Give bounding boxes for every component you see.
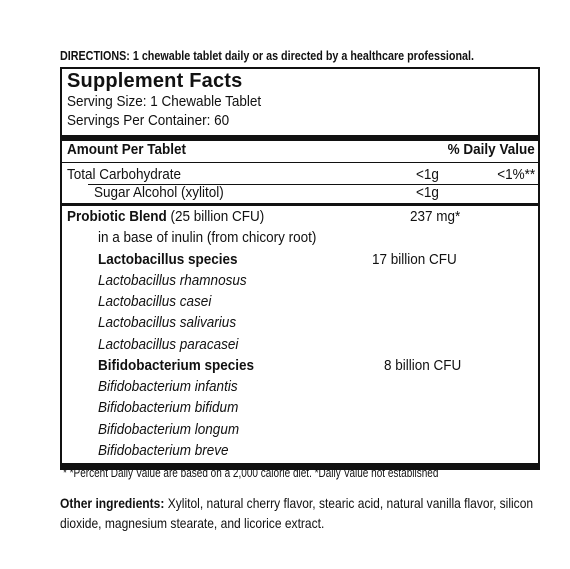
bifidobacterium-header: Bifidobacterium species bbox=[98, 357, 255, 374]
sugar-alcohol-amount: <1g bbox=[416, 184, 439, 201]
panel-title: Supplement Facts bbox=[67, 70, 243, 92]
inulin-base-text: in a base of inulin (from chicory root) bbox=[98, 229, 317, 246]
servings-per-container: Servings Per Container: 60 bbox=[67, 112, 230, 129]
strain-item: Lactobacillus casei bbox=[98, 293, 212, 310]
strain-item: Lactobacillus paracasei bbox=[98, 336, 239, 353]
other-ingredients-text: Xylitol, natural cherry flavor, stearic acid, natural vanilla flavor, silicon dioxide, magnesium stearate, and licorice extract. bbox=[60, 495, 534, 531]
supplement-facts-panel bbox=[60, 67, 540, 470]
medium-divider bbox=[62, 203, 538, 206]
strain-item: Bifidobacterium breve bbox=[98, 442, 229, 459]
probiotic-blend-amount: 237 mg* bbox=[410, 208, 461, 225]
other-ingredients bbox=[60, 493, 542, 533]
strain-item: Lactobacillus salivarius bbox=[98, 314, 237, 331]
footnote-text: * *Percent Daily Value are based on a 2,000 calorie diet. *Daily Value not established bbox=[63, 466, 439, 480]
strain-item: Bifidobacterium longum bbox=[98, 421, 240, 438]
lactobacillus-header: Lactobacillus species bbox=[98, 251, 238, 268]
carbohydrate-dv: <1%** bbox=[497, 166, 535, 183]
strain-item: Bifidobacterium bifidum bbox=[98, 399, 239, 416]
thin-divider bbox=[62, 162, 538, 163]
probiotic-blend-row bbox=[67, 208, 264, 225]
probiotic-blend-label: Probiotic Blend bbox=[67, 208, 167, 225]
amount-per-tablet-header: Amount Per Tablet bbox=[67, 141, 187, 158]
daily-value-header: % Daily Value bbox=[447, 141, 535, 158]
carbohydrate-label: Total Carbohydrate bbox=[67, 166, 182, 183]
serving-size: Serving Size: 1 Chewable Tablet bbox=[67, 93, 262, 110]
directions-text: DIRECTIONS: 1 chewable tablet daily or as directed by a healthcare professional. bbox=[60, 49, 475, 63]
carbohydrate-amount: <1g bbox=[416, 166, 439, 183]
strain-item: Bifidobacterium infantis bbox=[98, 378, 238, 395]
strain-item: Lactobacillus rhamnosus bbox=[98, 272, 247, 289]
bifidobacterium-cfu: 8 billion CFU bbox=[384, 357, 462, 374]
probiotic-blend-cfu: (25 billion CFU) bbox=[166, 208, 265, 225]
sugar-alcohol-label: Sugar Alcohol (xylitol) bbox=[94, 184, 224, 201]
lactobacillus-cfu: 17 billion CFU bbox=[372, 251, 457, 268]
other-ingredients-label: Other ingredients: bbox=[60, 495, 165, 511]
